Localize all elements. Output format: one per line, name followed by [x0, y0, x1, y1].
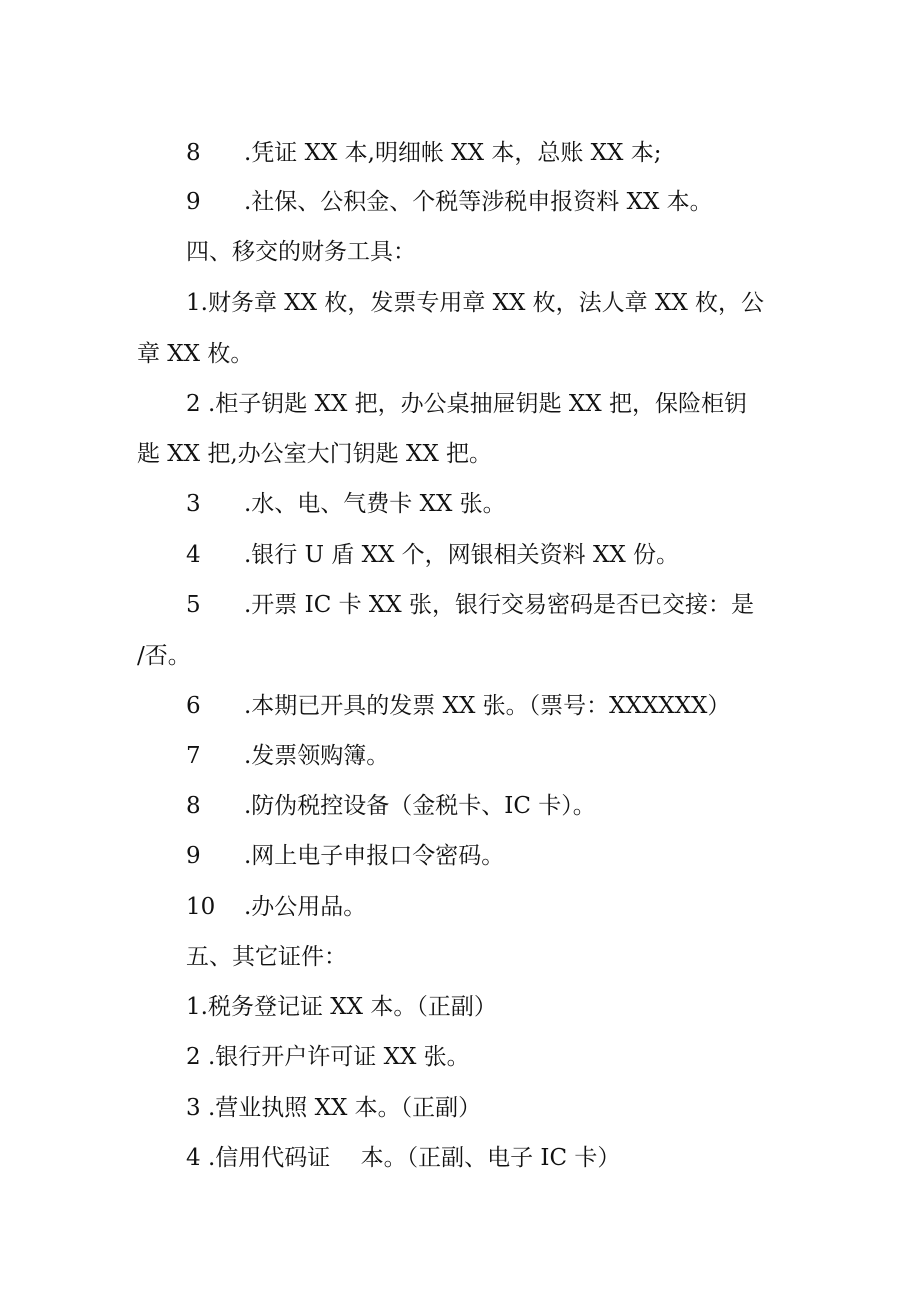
item-text: .防伪税控设备（金税卡、IC 卡）。: [244, 793, 596, 819]
item-text: .办公用品。: [244, 894, 367, 920]
item-text: .社保、公积金、个税等涉税申报资料 XX 本。: [244, 189, 713, 215]
item-text: 4 .信用代码证 本。（正副、电子 IC 卡）: [186, 1145, 621, 1171]
item-text: .网上电子申报口令密码。: [244, 843, 505, 869]
item-text: .开票 IC 卡 XX 张，银行交易密码是否已交接：是: [244, 592, 754, 618]
item-text: .水、电、气费卡 XX 张。: [244, 491, 506, 517]
item-number: 6: [186, 693, 201, 719]
item-number: 3: [186, 491, 201, 517]
section-4-heading: 四、移交的财务工具：: [186, 239, 416, 265]
item-number: 10: [186, 894, 216, 920]
item-number: 5: [186, 592, 201, 618]
item-text: /否。: [137, 643, 191, 669]
item-number: 8: [186, 140, 201, 166]
item-text: .本期已开具的发票 XX 张。（票号：XXXXXX）: [244, 693, 731, 719]
section-5-heading: 五、其它证件：: [186, 944, 347, 970]
item-text: 2 .柜子钥匙 XX 把，办公桌抽屉钥匙 XX 把，保险柜钥: [186, 391, 747, 417]
item-text: 1.财务章 XX 枚，发票专用章 XX 枚，法人章 XX 枚，公: [186, 290, 765, 316]
item-text: 1.税务登记证 XX 本。（正副）: [186, 994, 497, 1020]
item-number: 9: [186, 189, 201, 215]
item-text: .发票领购簿。: [244, 743, 390, 769]
item-text: 3 .营业执照 XX 本。（正副）: [186, 1095, 482, 1121]
item-text: .凭证 XX 本,明细帐 XX 本，总账 XX 本;: [244, 140, 662, 166]
item-number: 7: [186, 743, 201, 769]
item-number: 8: [186, 793, 201, 819]
item-text: 匙 XX 把,办公室大门钥匙 XX 把。: [137, 441, 493, 467]
item-number: 4: [186, 542, 201, 568]
item-text: 2 .银行开户许可证 XX 张。: [186, 1044, 470, 1070]
item-text: .银行 U 盾 XX 个，网银相关资料 XX 份。: [244, 542, 680, 568]
item-text: 章 XX 枚。: [137, 341, 254, 367]
item-number: 9: [186, 843, 201, 869]
